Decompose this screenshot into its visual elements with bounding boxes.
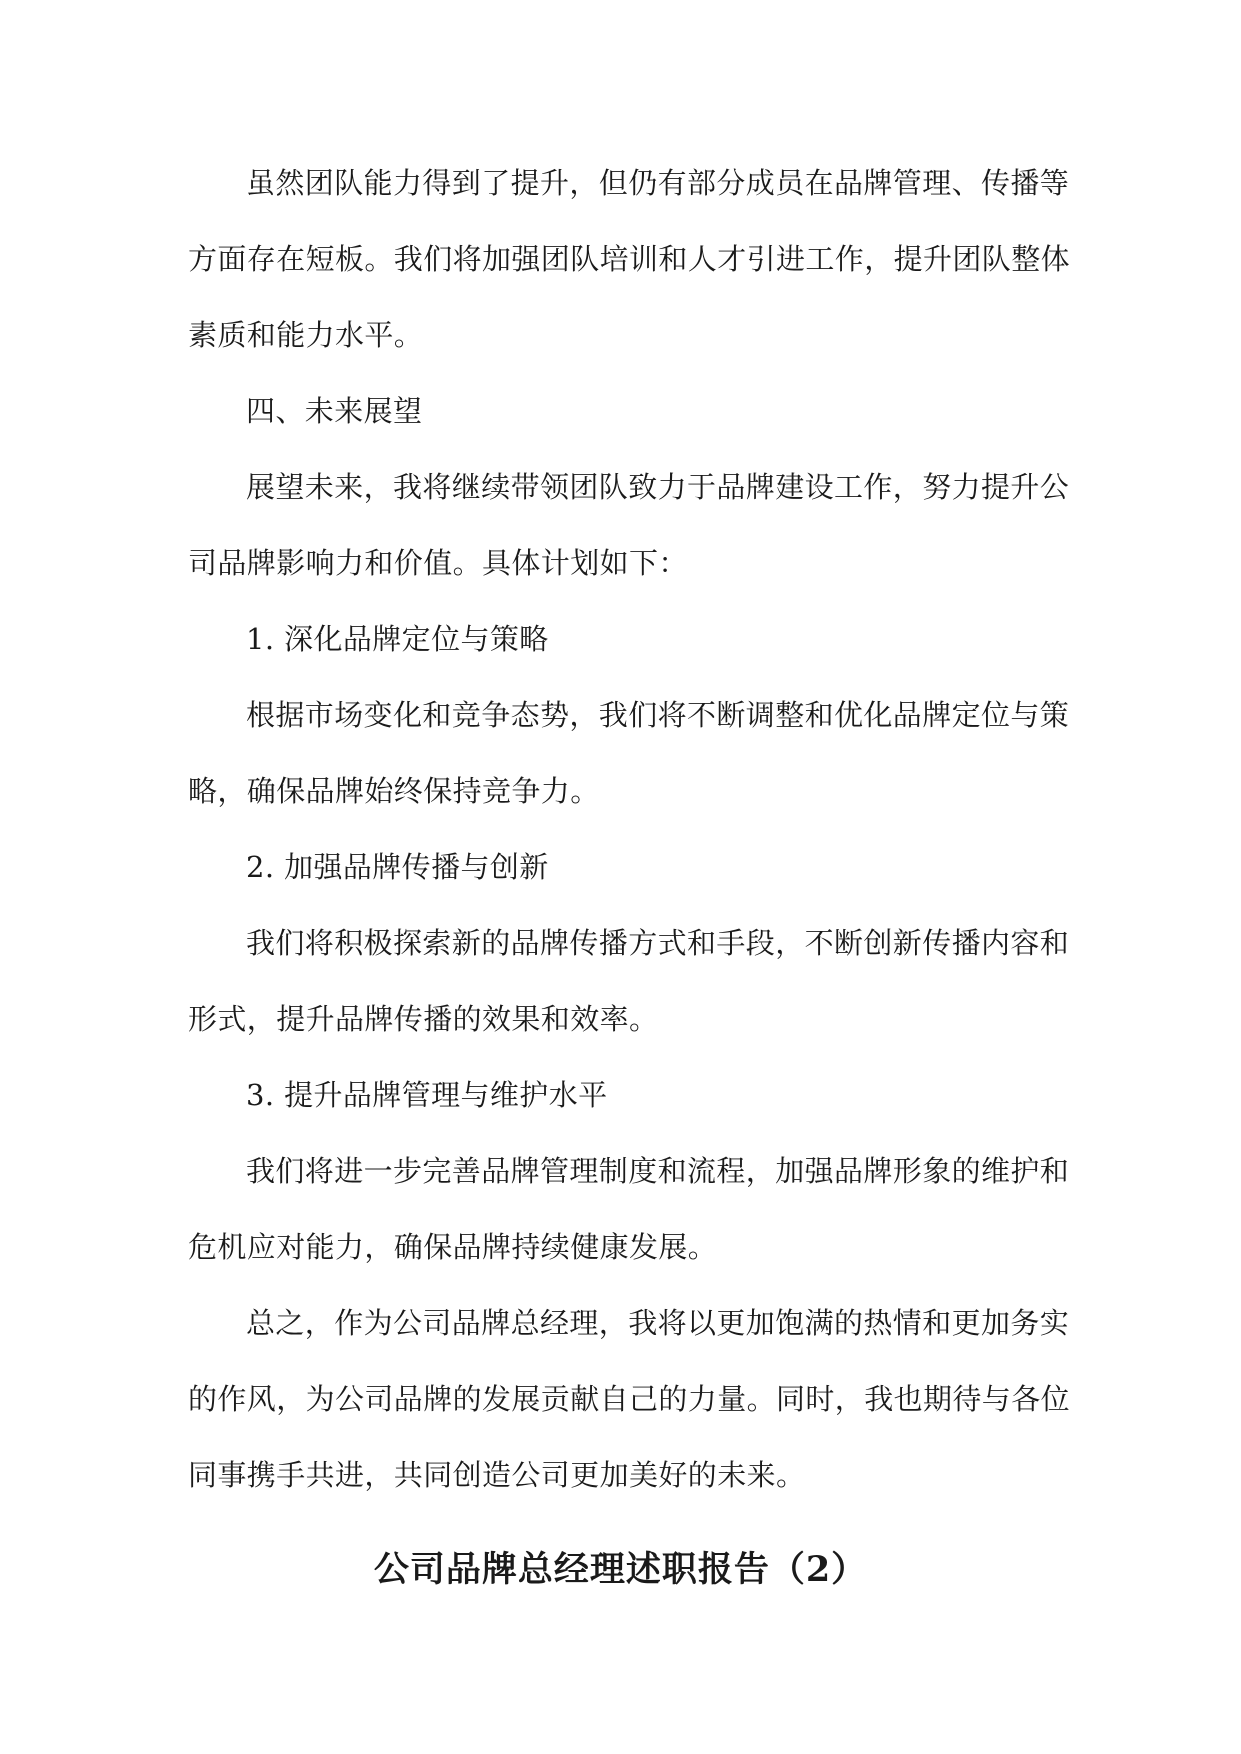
text-line: 2. 加强品牌传播与创新 <box>246 850 549 884</box>
paragraph-team-weakness <box>188 145 1071 373</box>
text-line: 方面存在短板。我们将加强团队培训和人才引进工作，提升团队整体 <box>188 242 1071 276</box>
text-line: 司品牌影响力和价值。具体计划如下： <box>188 546 688 580</box>
text-line: 虽然团队能力得到了提升，但仍有部分成员在品牌管理、传播等 <box>246 166 1070 200</box>
text-line: 总之，作为公司品牌总经理，我将以更加饱满的热情和更加务实 <box>246 1306 1070 1340</box>
section-heading-future-outlook <box>188 373 1058 449</box>
text-line: 1. 深化品牌定位与策略 <box>246 622 549 656</box>
text-line: 根据市场变化和竞争态势，我们将不断调整和优化品牌定位与策 <box>246 698 1070 732</box>
list-item-heading-1 <box>188 601 1058 677</box>
text-line: 素质和能力水平。 <box>188 318 424 352</box>
report-title: 公司品牌总经理述职报告（2） <box>373 1549 868 1590</box>
text-line: 同事携手共进，共同创造公司更加美好的未来。 <box>188 1458 806 1492</box>
text-line: 危机应对能力，确保品牌持续健康发展。 <box>188 1230 718 1264</box>
text-line: 形式，提升品牌传播的效果和效率。 <box>188 1002 659 1036</box>
text-line: 四、未来展望 <box>246 394 423 428</box>
paragraph-plan-3 <box>188 1133 1070 1285</box>
text-line: 略，确保品牌始终保持竞争力。 <box>188 774 600 808</box>
text-line: 的作风，为公司品牌的发展贡献自己的力量。同时，我也期待与各位 <box>188 1382 1071 1416</box>
document-body <box>188 145 1071 1513</box>
paragraph-plan-1 <box>188 677 1070 829</box>
paragraph-plan-2 <box>188 905 1070 1057</box>
paragraph-conclusion <box>188 1285 1071 1513</box>
text-line: 我们将积极探索新的品牌传播方式和手段，不断创新传播内容和 <box>246 926 1070 960</box>
list-item-heading-2 <box>188 829 1058 905</box>
text-line: 我们将进一步完善品牌管理制度和流程，加强品牌形象的维护和 <box>246 1154 1070 1188</box>
paragraph-outlook <box>188 449 1070 601</box>
list-item-heading-3 <box>188 1057 1058 1133</box>
text-line: 展望未来，我将继续带领团队致力于品牌建设工作，努力提升公 <box>246 470 1070 504</box>
text-line: 3. 提升品牌管理与维护水平 <box>246 1078 608 1112</box>
